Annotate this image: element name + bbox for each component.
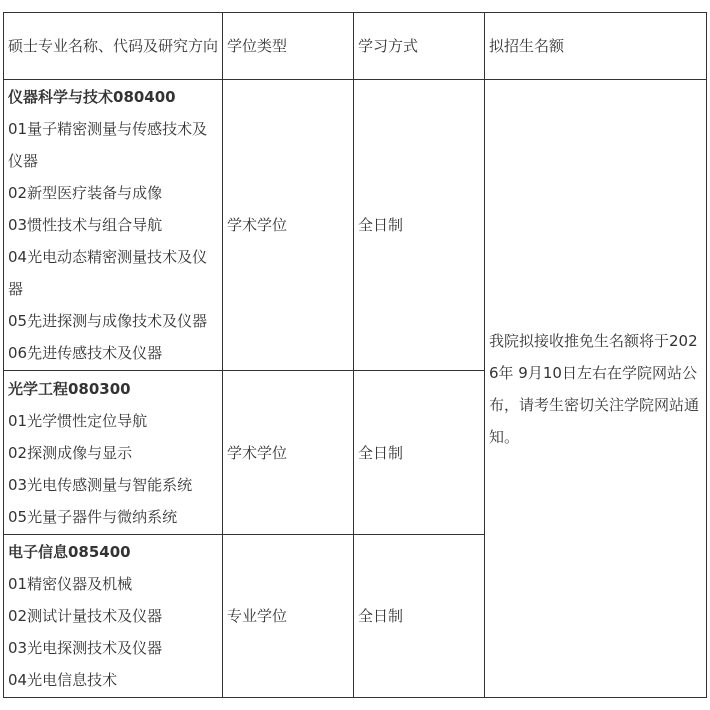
header-quota: 拟招生名额 [485, 13, 707, 80]
direction-item: 05光量子器件与微纳系统 [8, 507, 178, 526]
direction-item: 03惯性技术与组合导航 [8, 216, 163, 234]
direction-item: 02测试计量技术及仪器 [8, 607, 163, 625]
degree-type-cell: 学术学位 [223, 80, 354, 371]
major-cell [4, 535, 223, 698]
major-name: 电子信息085400 [8, 543, 131, 561]
direction-item: 03光电传感测量与智能系统 [8, 475, 193, 494]
major-name: 仪器科学与技术080400 [8, 88, 176, 106]
header-study-mode: 学习方式 [354, 13, 485, 80]
table-header-row [4, 13, 707, 80]
admissions-table-container [3, 12, 707, 698]
header-degree-type: 学位类型 [223, 13, 354, 80]
direction-item: 06先进传感技术及仪器 [8, 344, 163, 362]
header-major: 硕士专业名称、代码及研究方向 [4, 13, 223, 80]
direction-item: 01量子精密测量与传感技术及仪器 [8, 120, 208, 170]
admissions-table [3, 12, 707, 698]
quota-cell [485, 80, 707, 698]
major-name: 光学工程080300 [8, 379, 131, 398]
study-mode-cell: 全日制 [354, 80, 485, 371]
direction-item: 02新型医疗装备与成像 [8, 184, 163, 202]
direction-item: 04光电信息技术 [8, 671, 118, 689]
degree-type-cell: 专业学位 [223, 535, 354, 698]
direction-item: 03光电探测技术及仪器 [8, 639, 163, 657]
major-cell [4, 371, 223, 535]
direction-item: 02探测成像与显示 [8, 443, 133, 462]
direction-item: 01精密仪器及机械 [8, 575, 133, 593]
direction-item: 04光电动态精密测量技术及仪器 [8, 248, 208, 298]
table-row [4, 80, 707, 371]
study-mode-cell: 全日制 [354, 535, 485, 698]
study-mode-cell: 全日制 [354, 371, 485, 535]
direction-item: 05先进探测与成像技术及仪器 [8, 312, 208, 330]
degree-type-cell: 学术学位 [223, 371, 354, 535]
major-cell [4, 80, 223, 371]
direction-item: 01光学惯性定位导航 [8, 411, 148, 430]
quota-note: 我院拟接收推免生名额将于2026年 9月10日左右在学院网站公布，请考生密切关注学院网站通知。 [489, 331, 700, 446]
